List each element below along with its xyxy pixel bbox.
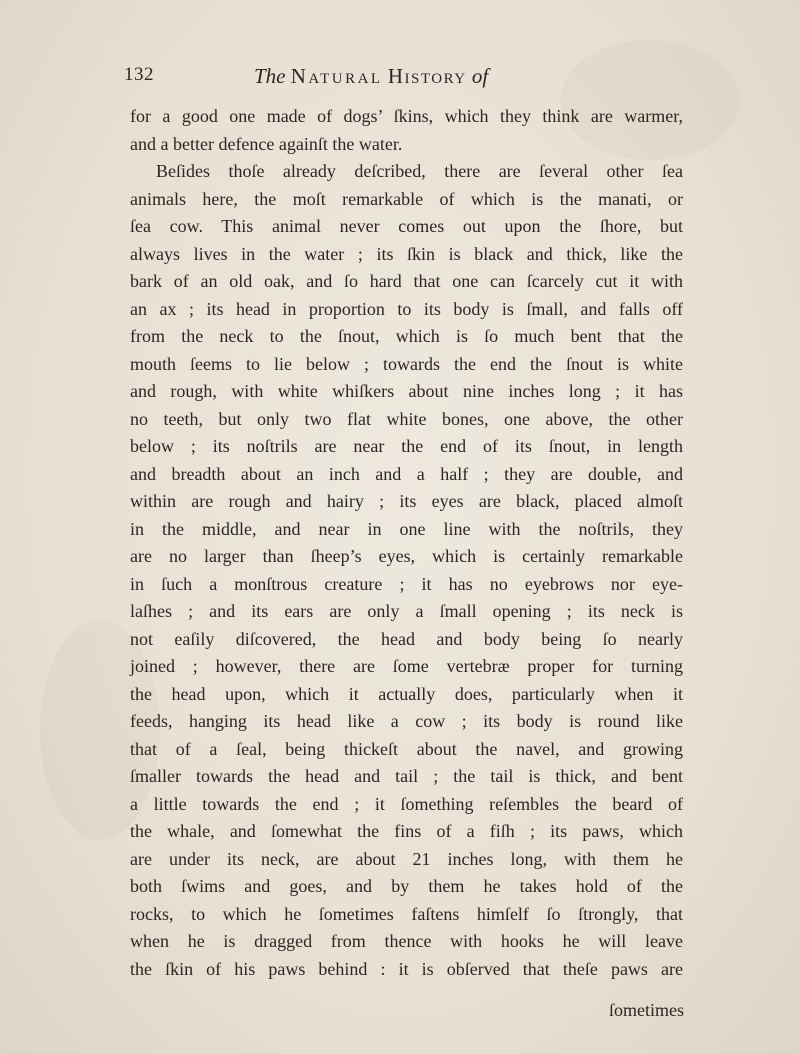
text-line: and a better defence againſt the water. bbox=[130, 133, 403, 154]
page-number: 132 bbox=[124, 64, 154, 85]
text-line: ſea cow. This animal never comes out upon the ſhore, but bbox=[130, 216, 683, 236]
text-line: laſhes ; and its ears are only a ſmall opening ; its neck is bbox=[130, 601, 683, 621]
running-head-word: Natural bbox=[290, 64, 383, 88]
text-line: for a good one made of dogs’ ſkins, which they think are warmer, bbox=[130, 106, 683, 126]
running-head-word: History bbox=[387, 64, 467, 88]
page-header bbox=[124, 64, 684, 94]
text-line: ſmaller towards the head and tail ; the tail is thick, and bent bbox=[130, 766, 683, 786]
text-line: rocks, to which he ſometimes faſtens himſelf ſo ſtrongly, that bbox=[130, 903, 683, 924]
text-line: bark of an old oak, and ſo hard that one can ſcarcely cut it with bbox=[130, 271, 683, 291]
catchword: ſometimes bbox=[609, 1000, 684, 1020]
text-line: always lives in the water ; its ſkin is black and thick, like the bbox=[130, 243, 683, 264]
text-line: below ; its noſtrils are near the end of its ſnout, in length bbox=[130, 436, 683, 456]
text-line: joined ; however, there are ſome vertebræ proper for turning bbox=[130, 656, 683, 676]
text-line: in ſuch a monſtrous creature ; it has no eyebrows nor eye- bbox=[130, 573, 683, 594]
text-line: within are rough and hairy ; its eyes are black, placed almoſt bbox=[130, 491, 683, 511]
text-line: when he is dragged from thence with hooks he will leave bbox=[130, 931, 683, 951]
running-head-word: The bbox=[254, 64, 286, 88]
text-line: the whale, and ſomewhat the fins of a fiſh ; its paws, which bbox=[130, 821, 683, 841]
text-line: are no larger than ſheep’s eyes, which is certainly remarkable bbox=[130, 546, 683, 566]
running-head bbox=[254, 64, 488, 89]
text-line: are under its neck, are about 21 inches long, with them he bbox=[130, 848, 683, 869]
running-head-word: of bbox=[471, 64, 489, 88]
text-line: not eaſily diſcovered, the head and body being ſo nearly bbox=[130, 628, 683, 649]
text-line: animals here, the moſt remarkable of which is the manati, or bbox=[130, 188, 683, 209]
text-line: and breadth about an inch and a half ; they are double, and bbox=[130, 463, 683, 484]
text-line: Beſides thoſe already deſcribed, there are ſeveral other ſea bbox=[156, 161, 683, 181]
text-line: no teeth, but only two flat white bones, one above, the other bbox=[130, 408, 683, 429]
text-line: both ſwims and goes, and by them he takes hold of the bbox=[130, 876, 683, 896]
text-line: in the middle, and near in one line with the noſtrils, they bbox=[130, 518, 683, 539]
text-line: and rough, with white whiſkers about nine inches long ; it has bbox=[130, 381, 683, 401]
text-line: a little towards the end ; it ſomething reſembles the beard of bbox=[130, 793, 683, 814]
body-text bbox=[130, 103, 683, 983]
text-line: mouth ſeems to lie below ; towards the end the ſnout is white bbox=[130, 353, 683, 374]
text-line: an ax ; its head in proportion to its body is ſmall, and falls off bbox=[130, 298, 683, 319]
text-line: the head upon, which it actually does, particularly when it bbox=[130, 683, 683, 704]
text-line: feeds, hanging its head like a cow ; its body is round like bbox=[130, 711, 683, 731]
text-line: the ſkin of his paws behind : it is obſerved that theſe paws are bbox=[130, 958, 683, 979]
text-line: that of a ſeal, being thickeſt about the navel, and growing bbox=[130, 738, 683, 759]
text-line: from the neck to the ſnout, which is ſo much bent that the bbox=[130, 326, 683, 346]
